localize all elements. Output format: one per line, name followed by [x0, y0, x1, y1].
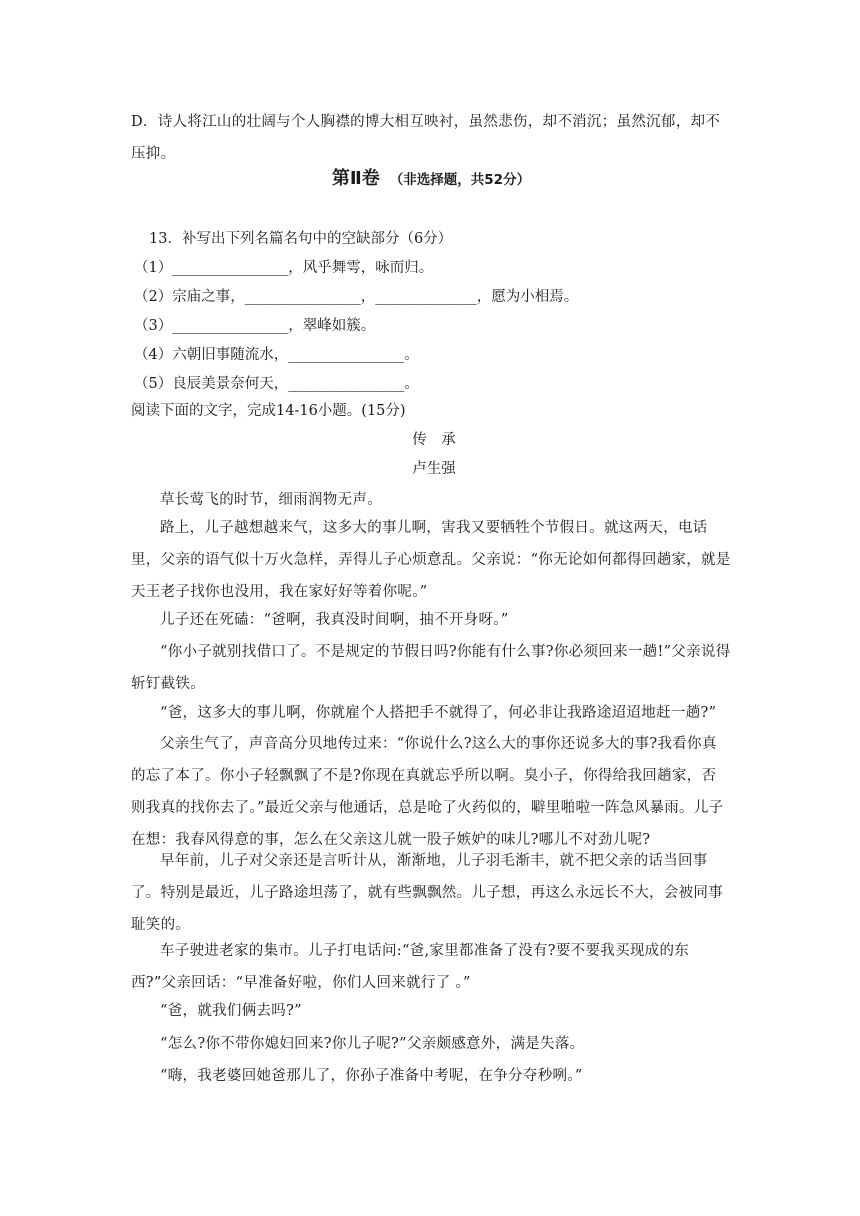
option-d-line-1: D．诗人将江山的壮阔与个人胸襟的博大相互映衬，虽然悲伤，却不消沉；虽然沉郁，却不 [131, 114, 721, 130]
paragraph-9: “爸，就我们俩去吗?” [160, 1003, 302, 1019]
question-13-item-4: （4）六朝旧事随流水，________________。 [134, 347, 419, 363]
question-13-prompt: 13．补写出下列名篇名句中的空缺部分（6分） [149, 231, 453, 247]
paragraph-1: 草长莺飞的时节，细雨润物无声。 [160, 492, 382, 508]
section-title: 第Ⅱ卷 [331, 168, 380, 189]
paragraph-7: 早年前，儿子对父亲还是言听计从，渐渐地，儿子羽毛渐丰，就不把父亲的话当回事了。特别是最近，儿子路途坦荡了，就有些飘飘然。儿子想，再这么永远长不大，会被同事耻笑的。 [131, 853, 723, 933]
question-13-item-5: （5）良辰美景奈何天，________________。 [134, 376, 419, 392]
paragraph-6: 父亲生气了，声音高分贝地传过来：“你说什么?这么大的事你还说多大的事?我看你真的忘了本了。你小子轻飘飘了不是?你现在真就忘乎所以啊。臭小子，你得给我回趟家，否则我真的找你去了。”最近父亲与他通话，总是呛了火药似的，噼里啪啦一阵急风暴雨。儿子在想：我春风得意的事，怎么在父亲这儿就一股子嫉妒的味儿?哪儿不对劲儿呢? [131, 736, 724, 848]
paragraph-3: 儿子还在死磕：“爸啊，我真没时间啊，抽不开身呀。” [160, 612, 509, 628]
question-13-item-2: （2）宗庙之事，________________，______________，愿为小相焉。 [134, 289, 579, 305]
paragraph-2: 路上，儿子越想越来气，这多大的事儿啊，害我又要牺牲个节假日。就这两天，电话里，父亲的语气似十万火急样，弄得儿子心烦意乱。父亲说：“你无论如何都得回趟家，就是天王老子找你也没用，我在家好好等着你呢。” [131, 520, 731, 600]
paragraph-11: “嗨，我老婆回她爸那儿了，你孙子准备中考呢，在争分夺秒咧。” [160, 1068, 583, 1084]
paragraph-5: “爸，这多大的事儿啊，你就雇个人搭把手不就得了，何必非让我路途迢迢地赶一趟?” [160, 705, 717, 721]
section-heading [131, 163, 731, 196]
question-13-item-3: （3）________________，翠峰如簇。 [134, 318, 376, 334]
reading-title: 传 承 [412, 432, 456, 448]
section-subtitle: （非选择题，共52分） [389, 172, 531, 188]
paragraph-10: “怎么?你不带你媳妇回来?你儿子呢?”父亲颇感意外，满是失落。 [160, 1036, 585, 1052]
paragraph-4: “你小子就别找借口了。不是规定的节假日吗?你能有什么事?你必须回来一趟!”父亲说得斩钉截铁。 [131, 644, 731, 692]
paragraph-8: 车子驶进老家的集市。儿子打电话问:“爸,家里都准备了没有?要不要我买现成的东西?”父亲回话：“早准备好啦，你们人回来就行了 。” [131, 943, 690, 991]
option-d-line-2: 压抑。 [131, 146, 176, 162]
question-13-item-1: （1）________________，风乎舞雩，咏而归。 [134, 260, 434, 276]
reading-author: 卢生强 [412, 461, 456, 477]
reading-instruction: 阅读下面的文字，完成14-16小题。(15分) [131, 403, 406, 419]
